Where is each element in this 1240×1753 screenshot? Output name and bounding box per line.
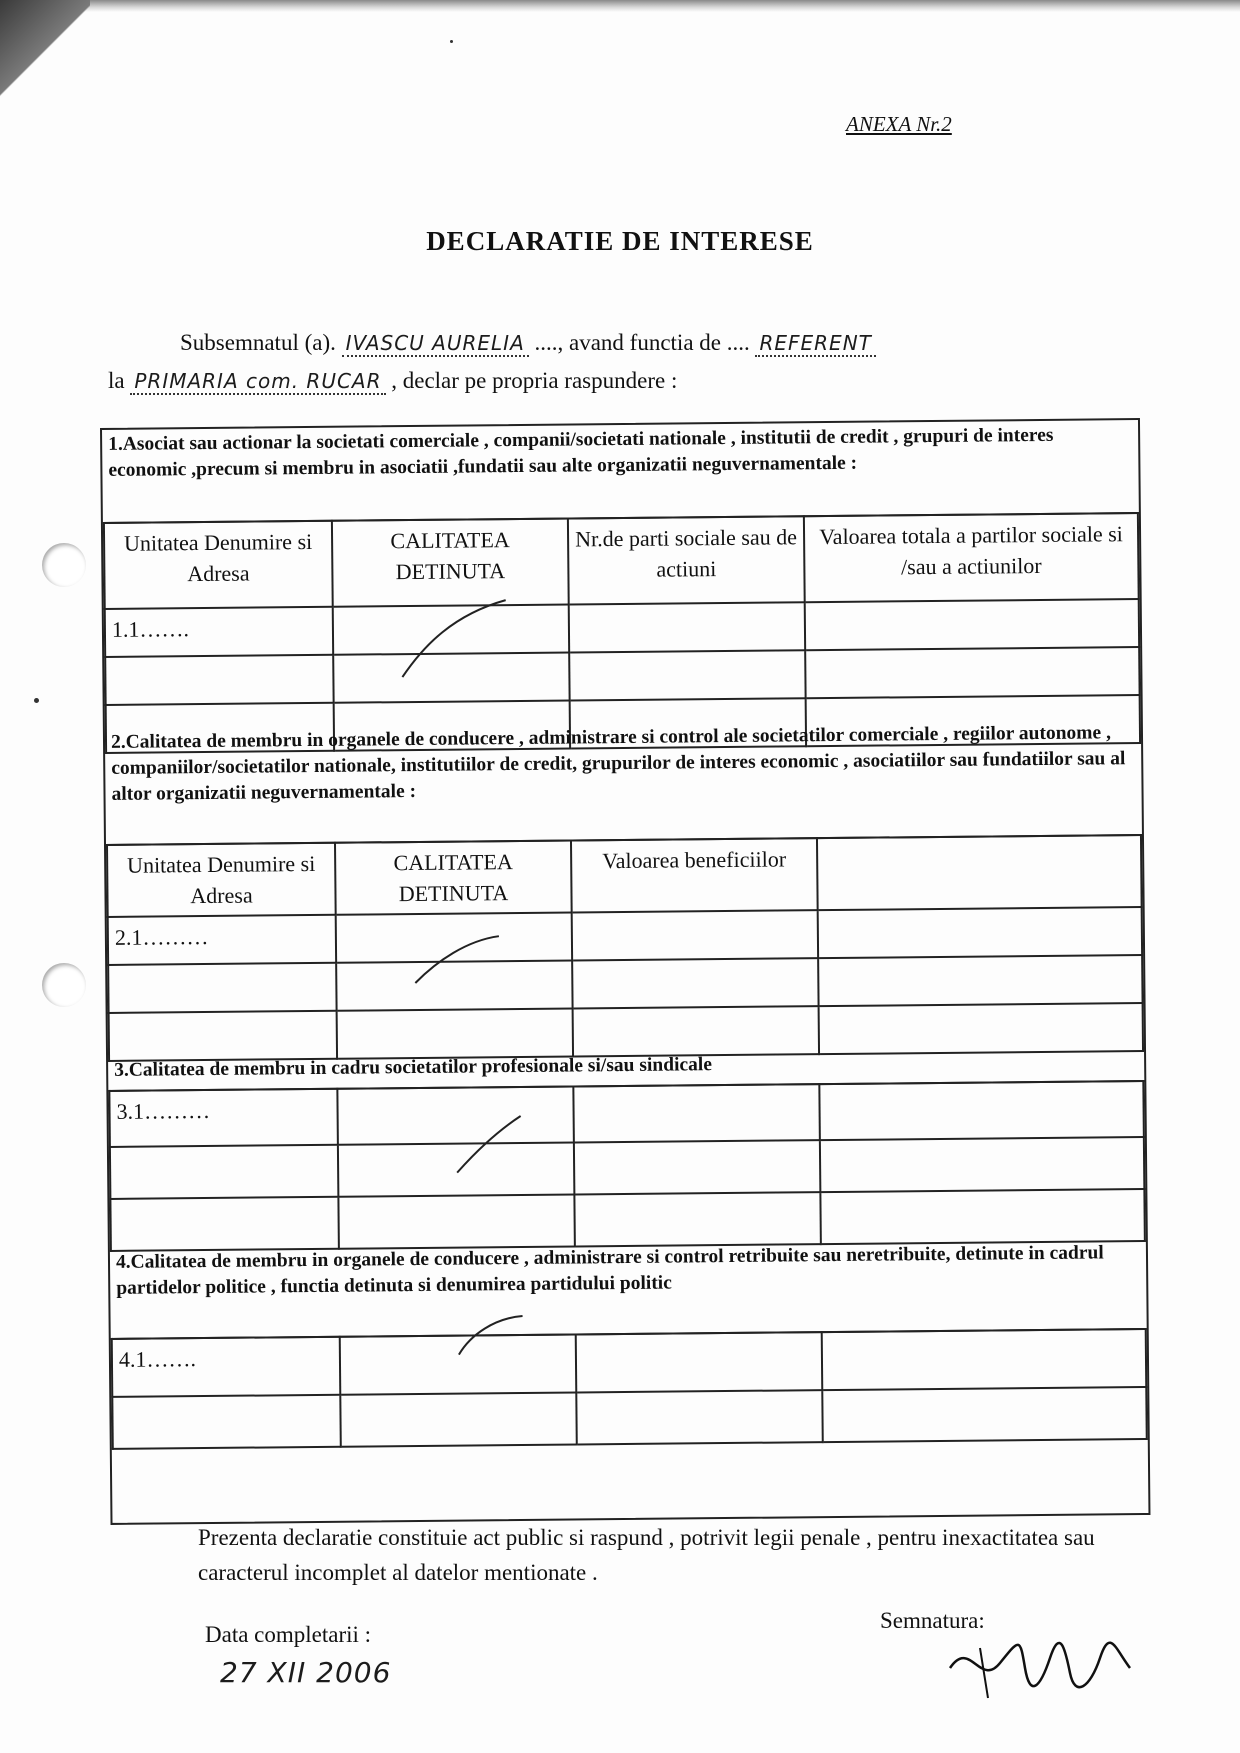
table-cell xyxy=(573,1084,820,1142)
intro-function-label: ...., avand functia de .... xyxy=(534,330,750,355)
column-header: Unitatea Denumire si Adresa xyxy=(107,843,336,917)
declaration-form xyxy=(100,418,1150,1525)
strike-mark-section-2 xyxy=(407,930,508,991)
section-1-title: 1.Asociat sau actionar la societati comerciale , companii/societati nationale , institutii de credit , grupuri de interes economic ,precum si membru in asociatii ,fundatii sau alte organizatii neguvernamentale : xyxy=(102,420,1139,524)
table-cell xyxy=(340,1392,576,1446)
section-2-title: 2.Calitatea de membru in organele de conducere , administrare si control ale societatilor comerciale , regiilor autonome , companiilor/societatilor nationale, institutiilor de credit, grupurilor de interes economic , asociatiilor sau fundatiilor sau al altor organizatii neguvernamentale : xyxy=(105,718,1142,846)
column-header: Valoarea beneficiilor xyxy=(571,838,818,912)
declarant-institution: PRIMARIA com. RUCAR xyxy=(130,369,385,395)
date-value: 27 XII 2006 xyxy=(220,1656,392,1689)
intro-la: la xyxy=(108,368,125,393)
table-cell xyxy=(572,958,818,1008)
strike-mark-section-1 xyxy=(394,594,515,685)
legal-statement: Prezenta declaratie constituie act public si raspund , potrivit legii penale , pentru inexactitatea sau caracterul incomplet al datelor mentionate . xyxy=(198,1525,1095,1585)
table-cell xyxy=(805,599,1139,650)
section-2-table xyxy=(106,834,1144,1062)
table-cell xyxy=(574,1140,820,1194)
date-label: Data completarii : xyxy=(205,1622,372,1647)
column-header: CALITATEA DETINUTA xyxy=(335,840,572,914)
table-cell xyxy=(572,910,818,960)
intro-declar: , declar pe propria raspundere : xyxy=(391,368,678,393)
table-cell xyxy=(820,1137,1144,1192)
intro-subsemnatul: Subsemnatul (a). xyxy=(180,330,336,355)
section-3-table xyxy=(108,1080,1146,1252)
section-3-title: 3.Calitatea de membru in cadru societatilor profesionale si/sau sindicale xyxy=(108,1046,1144,1092)
row-label: 1.1……. xyxy=(105,607,333,657)
row-label: 2.1……… xyxy=(108,915,336,965)
intro-line-1 xyxy=(180,330,876,357)
table-cell xyxy=(576,1332,823,1392)
intro-line-2 xyxy=(108,368,677,395)
column-header: Unitatea Denumire si Adresa xyxy=(104,521,333,609)
table-cell xyxy=(820,1189,1144,1244)
section-4-table xyxy=(111,1328,1148,1450)
declarant-function: REFERENT xyxy=(755,331,875,357)
column-header: CALITATEA DETINUTA xyxy=(332,519,569,607)
table-cell xyxy=(574,1192,820,1246)
section-4-title: 4.Calitatea de membru in organele de conducere , administrare si control retribuite sau neretribuite, detinute in cadrul partidelor politice , functia detinuta si denumirea partidului politic xyxy=(110,1238,1147,1340)
table-cell xyxy=(822,1387,1146,1442)
page-title: DECLARATIE DE INTERESE xyxy=(426,226,814,256)
annex-label: ANEXA Nr.2 xyxy=(846,112,952,136)
punch-hole-top xyxy=(42,543,86,587)
table-cell xyxy=(822,1329,1147,1390)
scan-speck xyxy=(34,698,39,703)
scan-speck xyxy=(450,40,453,43)
table-cell xyxy=(105,655,333,705)
signature-label: Semnatura: xyxy=(880,1608,985,1633)
scan-corner-shadow xyxy=(0,0,90,120)
table-cell xyxy=(112,1395,340,1449)
table-cell xyxy=(338,1194,574,1248)
column-header: Nr.de parti sociale sau de actiuni xyxy=(568,516,805,604)
strike-mark-section-4 xyxy=(450,1310,530,1361)
declarant-name: IVASCU AURELIA xyxy=(342,331,529,357)
punch-hole-bottom xyxy=(42,963,86,1007)
strike-mark-section-3 xyxy=(449,1110,530,1181)
table-cell xyxy=(110,1145,338,1199)
row-label: 4.1……. xyxy=(112,1337,341,1397)
table-cell xyxy=(805,647,1139,698)
table-cell xyxy=(576,1390,822,1444)
section-1-table xyxy=(103,512,1141,754)
signature-scribble xyxy=(940,1628,1140,1708)
column-header xyxy=(817,835,1142,910)
table-cell xyxy=(108,963,336,1013)
scan-edge-top xyxy=(40,0,1240,12)
table-cell xyxy=(110,1197,338,1251)
row-label: 3.1……… xyxy=(109,1089,338,1147)
column-header: Valoarea totala a partilor sociale si /sau a actiunilor xyxy=(804,513,1139,602)
table-cell xyxy=(818,955,1142,1006)
table-cell xyxy=(818,907,1142,958)
table-cell xyxy=(569,602,805,652)
table-cell xyxy=(569,650,805,700)
table-cell xyxy=(819,1081,1144,1140)
